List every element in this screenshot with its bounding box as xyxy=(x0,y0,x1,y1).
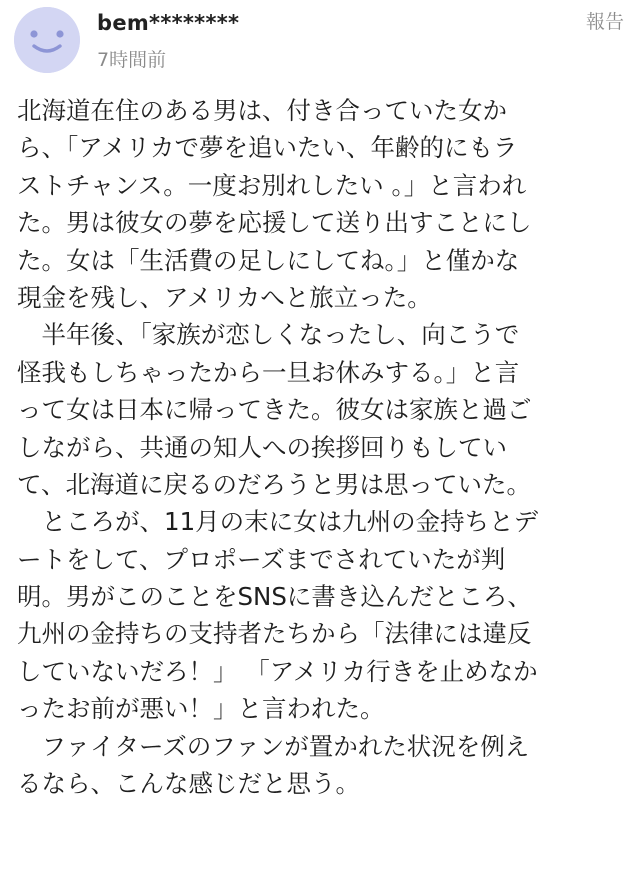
smiley-face-icon xyxy=(14,7,80,73)
comment-line: しながら、共通の知人への挨拶回りもしてい xyxy=(17,432,507,462)
comment-line: て、北海道に戻るのだろうと男は思っていた。 xyxy=(17,469,532,499)
comment-header xyxy=(0,0,640,86)
comment-line: 九州の金持ちの支持者たちから「法律には違反 xyxy=(17,619,532,649)
comment-line: ところが、11月の末に女は九州の金持ちとデ xyxy=(17,507,539,537)
comment-line: 現金を残し、アメリカへと旅立った。 xyxy=(17,282,432,312)
comment-line: た。女は「生活費の足しにしてね。」と僅かな xyxy=(17,245,520,275)
comment-line: ら、「アメリカで夢を追いたい、年齢的にもラ xyxy=(17,133,518,163)
timestamp: 7時間前 xyxy=(97,49,167,71)
comment-line: していないだろ！」 「アメリカ行きを止めなか xyxy=(17,656,538,686)
comment-line: た。男は彼女の夢を応援して送り出すことにし xyxy=(17,208,532,238)
comment-line: 明。男がこのことをSNSに書き込んだところ、 xyxy=(17,582,532,612)
username[interactable]: bem******** xyxy=(97,11,240,35)
comment-line: 半年後、「家族が恋しくなったし、向こうで xyxy=(17,320,520,350)
avatar[interactable] xyxy=(14,7,80,73)
comment-line: ストチャンス。一度お別れしたい 。」と言われ xyxy=(17,170,527,200)
comment-body xyxy=(17,92,629,802)
comment-line: 北海道在住のある男は、付き合っていた女か xyxy=(17,96,507,125)
report-button[interactable]: 報告 xyxy=(585,11,624,33)
comment-line: ったお前が悪い！」と言われた。 xyxy=(17,694,385,724)
comment-line: ートをして、プロポーズまでされていたが判 xyxy=(17,544,506,574)
comment-line: ファイターズのファンが置かれた状況を例え xyxy=(17,731,530,761)
comment-line: って女は日本に帰ってきた。彼女は家族と過ご xyxy=(17,395,532,425)
comment-line: るなら、こんな感じだと思う。 xyxy=(17,769,360,799)
comment-line: 怪我もしちゃったから一旦お休みする。」と言 xyxy=(17,357,520,387)
